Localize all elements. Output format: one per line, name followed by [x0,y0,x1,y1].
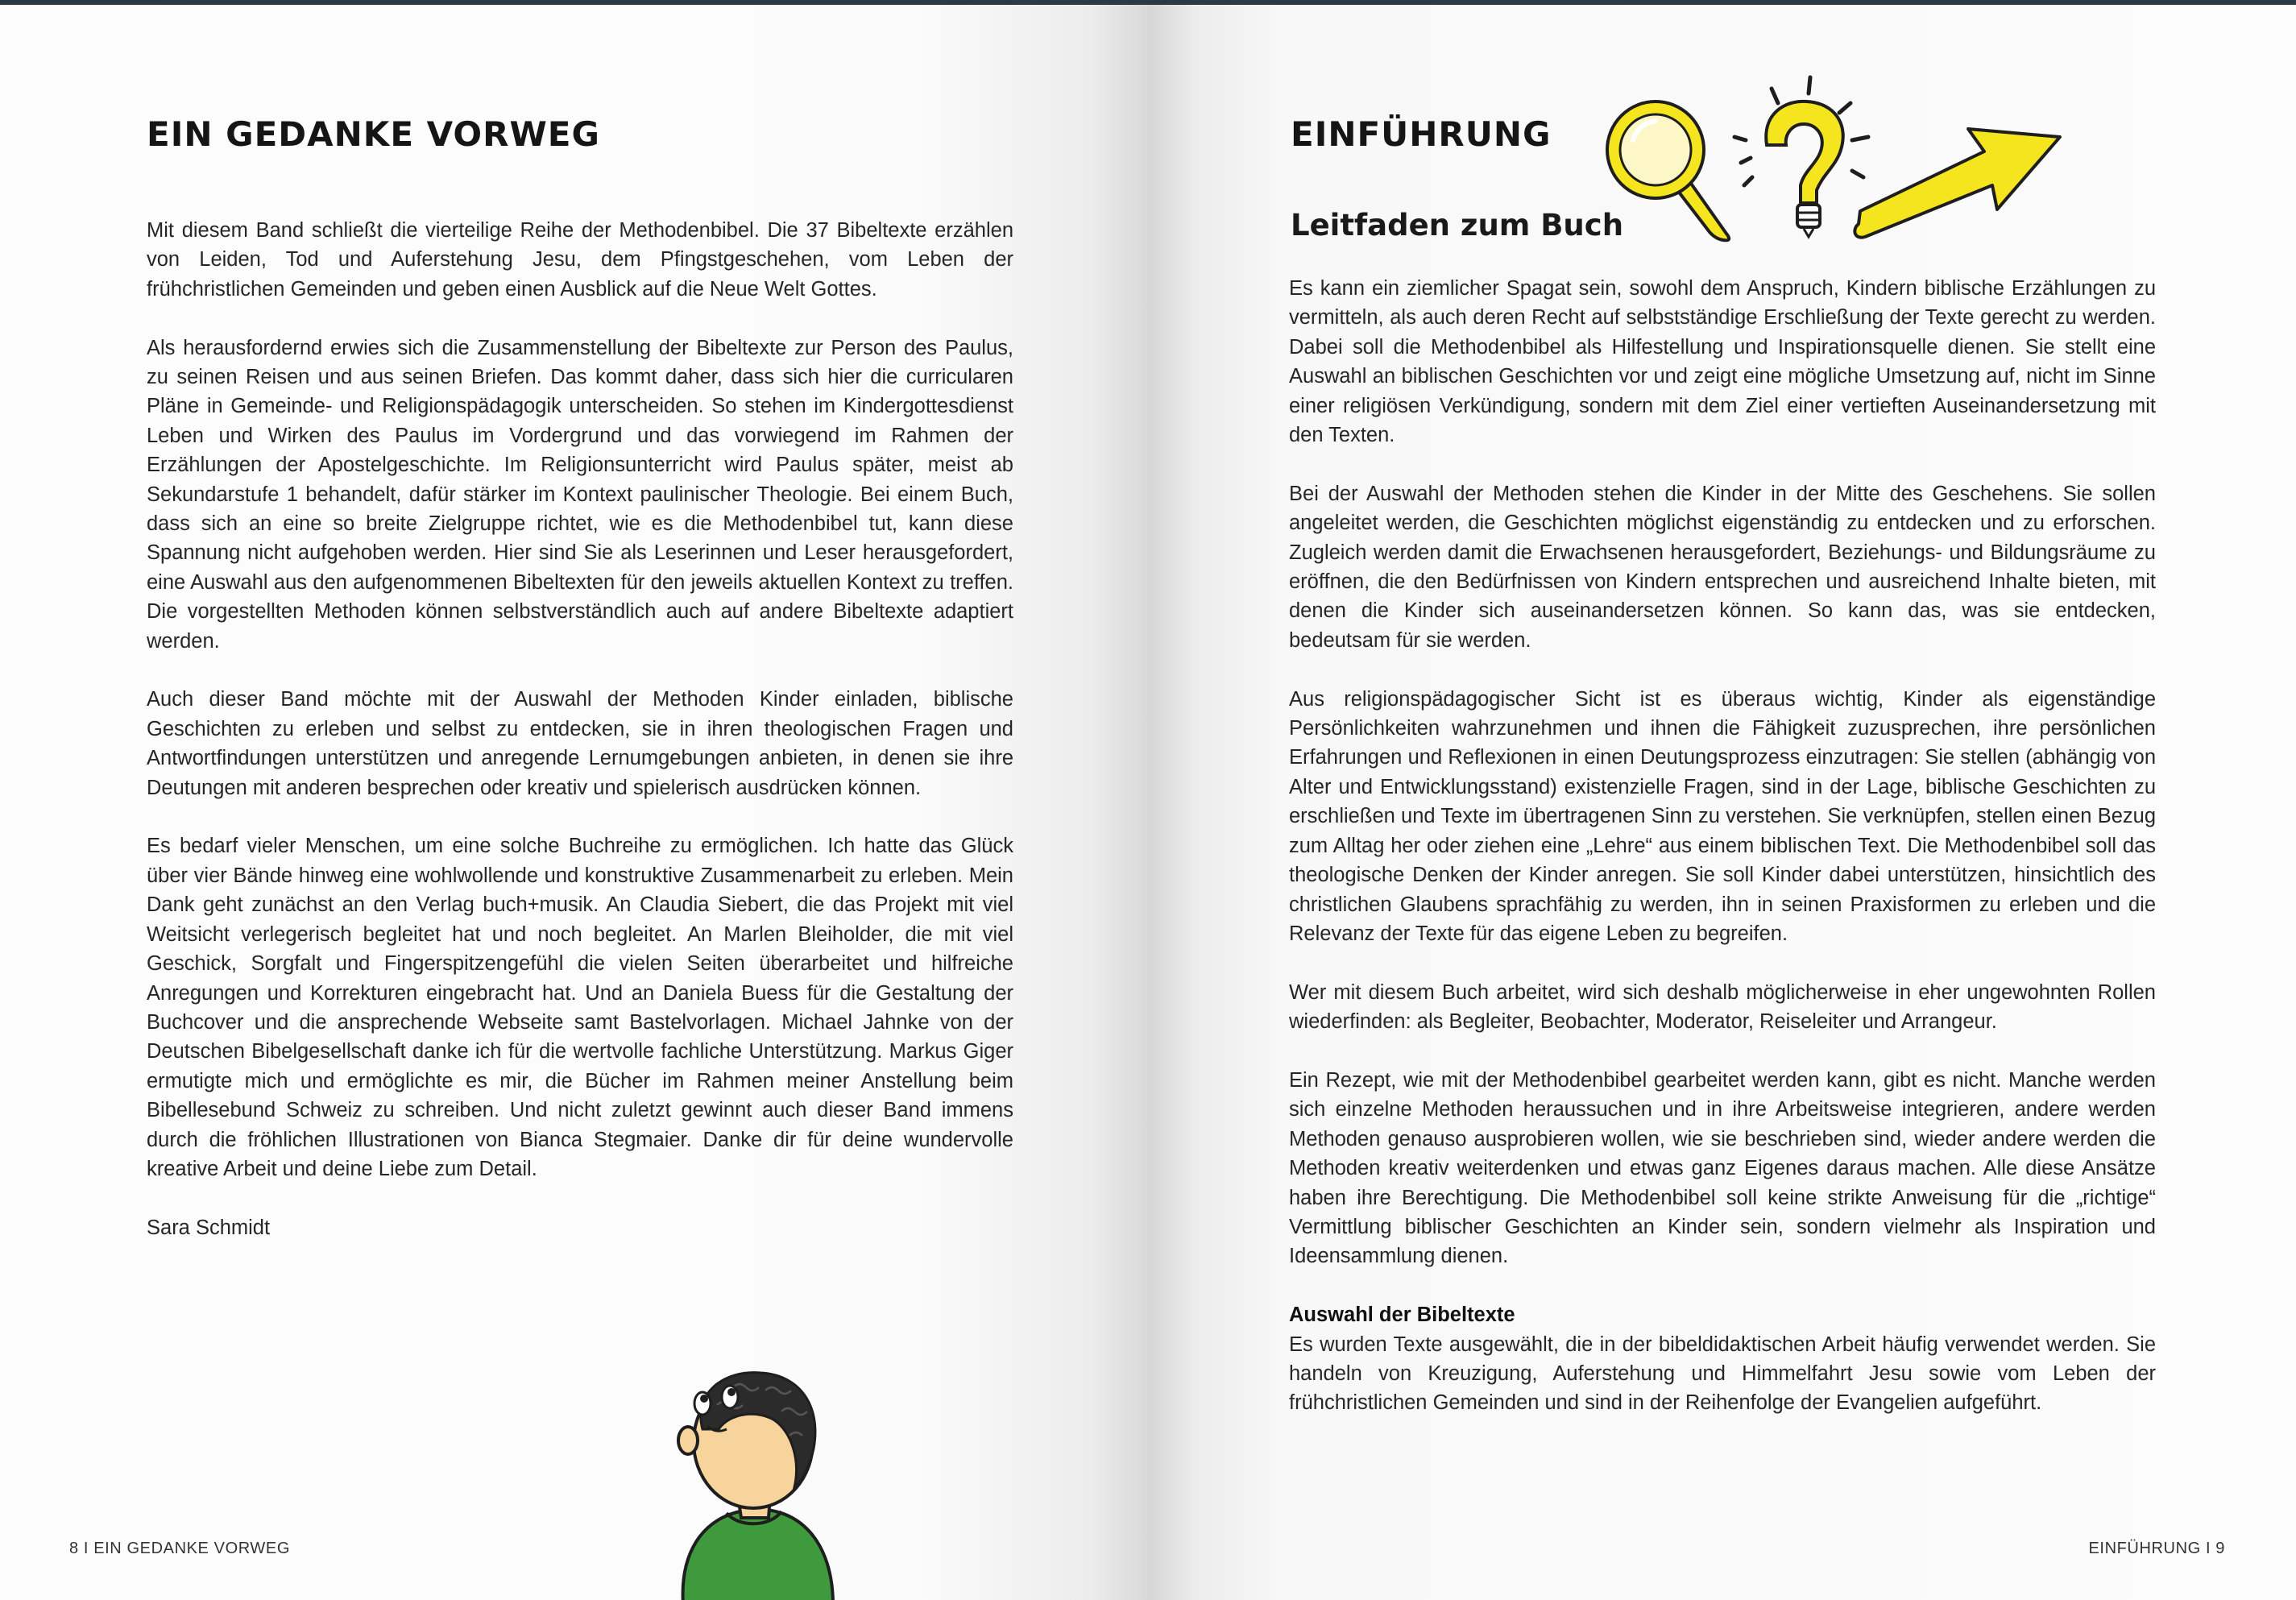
right-page-heading: EINFÜHRUNG [1291,114,1552,154]
paragraph: Auch dieser Band möchte mit der Auswahl der Methoden Kinder einladen, biblische Geschichten zu erleben und selbst zu entdecken, sie in ihren theologischen Fragen und Antwortfindungen unterstützen und anregende Lernumgebungen anbieten, in denen sie ihre Deutungen mit anderen besprechen oder kreativ und spielerisch ausdrücken können. [147,688,1013,799]
paragraph: Mit diesem Band schließt die vierteilige Reihe der Methodenbibel. Die 37 Bibeltexte erzählen von Leiden, Tod und Auferstehung Jesu, dem Pfingstgeschehen, vom Leben der frühchristlichen Gemeinden und geben einen Ausblick auf die Neue Welt Gottes. [147,219,1013,301]
signature: Sara Schmidt [147,1216,271,1239]
child-illustration [661,1363,846,1600]
left-page-body [147,216,1013,1242]
section-heading: Auswahl der Bibeltexte [1289,1304,1515,1327]
section-text: Es wurden Texte ausgewählt, die in der bibeldidaktischen Arbeit häufig verwendet werden. Sie handeln von Kreuzigung, Auferstehung und Himmelfahrt Jesu sowie vom Leben der frühchristlichen Gemeinden und sind in der Reihenfolge der Evangelien aufgeführt. [1289,1333,2156,1415]
right-page-body [1289,274,2156,1418]
paragraph: Wer mit diesem Buch arbeitet, wird sich deshalb möglicherweise in eher ungewohnten Rollen wiederfinden: als Begleiter, Beobachter, Moderator, Reiseleiter und Arrangeur. [1289,980,2156,1034]
section-block [1289,1300,2156,1418]
left-page-footer: 8 I EIN GEDANKE VORWEG [69,1540,291,1557]
right-page-subheading: Leitfaden zum Buch [1291,208,1624,242]
left-page [0,5,1148,1600]
paragraph: Bei der Auswahl der Methoden stehen die Kinder in der Mitte des Geschehens. Sie sollen angeleitet werden, die Geschichten möglichst eigenständig zu entdecken und zu erforschen. Zugleich werden damit die Erwachsenen herausgefordert, Beziehungs- und Bildungsräume zu eröffnen, die den Bedürfnissen von Kindern entsprechen und ausreichend Inhalte bieten, mit denen die Kinder sich auseinandersetzen können. So kann das, was sie entdecken, bedeutsam für sie werden. [1289,482,2156,652]
right-page-footer: EINFÜHRUNG I 9 [2088,1540,2225,1557]
magnifier-icon [1601,95,1739,243]
paragraph: Es bedarf vieler Menschen, um eine solche Buchreihe zu ermöglichen. Ich hatte das Glück über vier Bände hinweg eine wohlwollende und konstruktive Zusammenarbeit zu erleben. Mein Dank geht zunächst an den Verlag buch+musik. An Claudia Siebert, die das Projekt mit viel Weitsicht verlegerisch begleitet hat und noch begleitet. An Marlen Bleiholder, die mit viel Geschick, Sorgfalt und Fingerspitzengefühl die vielen Seiten überarbeitet und hilfreiche Anregungen und Korrekturen eingebracht hat. Und an Daniela Buess für die Gestaltung der Buchcover und die ansprechende Webseite samt Bastelvorlagen. Michael Jahnke von der Deutschen Bibelgesellschaft danke ich für die wertvolle fachliche Unterstützung. Markus Giger ermutigte mich und ermöglichte es mir, die Bücher im Rahmen meiner Anstellung beim Bibellesebund Schweiz zu schreiben. Und nicht zuletzt gewinnt auch dieser Band immens durch die fröhlichen Illustrationen von Bianca Stegmaier. Danke dir für deine wundervolle kreative Arbeit und deine Liebe zum Detail. [147,835,1013,1180]
paragraph: Als herausfordernd erwies sich die Zusammenstellung der Bibeltexte zur Person des Paulus, zu seinen Reisen und aus seinen Briefen. Das kommt daher, dass sich hier die curricularen Pläne in Gemeinde- und Religionspädagogik unterscheiden. So stehen im Kindergottesdienst Leben und Wirken des Paulus im Vordergrund und das vorwiegend im Rahmen der Erzählungen der Apostelgeschichte. Im Religionsunterricht wird Paulus später, meist ab Sekundarstufe 1 behandelt, dafür stärker im Kontext paulinischer Theologie. Bei einem Buch, dass sich an eine so breite Zielgruppe richtet, wie es die Methodenbibel tut, kann diese Spannung nicht aufgehoben werden. Hier sind Sie als Leserinnen und Leser herausgefordert, eine Auswahl aus den aufgenommenen Bibeltexten für den jeweils aktuellen Kontext zu treffen. Die vorgestellten Methoden können selbstverständlich auch auf andere Bibeltexte adaptiert werden. [147,336,1013,653]
left-page-heading: EIN GEDANKE VORWEG [147,114,600,154]
paragraph: Es kann ein ziemlicher Spagat sein, sowohl dem Anspruch, Kindern biblische Erzählungen zu vermitteln, als auch deren Recht auf selbstständige Erschließung der Texte gerecht zu werden. Dabei soll die Methodenbibel als Hilfestellung und Inspirationsquelle dienen. Sie stellt eine Auswahl an biblischen Geschichten vor und zeigt eine mögliche Umsetzung auf, nicht im Sinne einer religiösen Verkündigung, sondern mit dem Ziel einer vertieften Auseinandersetzung mit den Texten. [1289,277,2156,447]
right-page [1148,5,2296,1600]
paragraph: Aus religionspädagogischer Sicht ist es überaus wichtig, Kinder als eigenständige Persönlichkeiten wahrzunehmen und ihnen die Fähigkeit zuzusprechen, ihre persönlichen Erfahrungen und Reflexionen in einen Deutungsprozess einzutragen: Sie stellen (abhängig von Alter und Entwicklungsstand) existenzielle Fragen, sind in der Lage, biblische Geschichten zu erschließen und Texte im übertragenen Sinn zu verstehen. Sie verknüpfen, stellen einen Bezug zum Alltag her oder ziehen eine „Lehre“ aus einem biblischen Text. Die Methodenbibel soll das theologische Denken der Kinder anregen. Sie soll Kinder dabei unterstützen, hinsichtlich des christlichen Glaubens sprachfähig zu werden, ihn in seinen Praxisformen zu erleben und die Relevanz der Texte für das eigene Leben zu begreifen. [1289,687,2156,945]
paragraph: Ein Rezept, wie mit der Methodenbibel gearbeitet werden kann, gibt es nicht. Manche werden sich einzelne Methoden heraussuchen und in ihre Arbeitsweise integrieren, andere werden Methoden genauso ausprobieren wollen, wie sie beschrieben sind, wieder andere werden die Methoden kreativ weiterdenken und etwas ganz Eigenes daraus machen. Alle diese Ansätze haben ihre Berechtigung. Die Methodenbibel soll keine strikte Anweisung für die „richtige“ Vermittlung biblischer Geschichten an Kinder sein, sondern vielmehr als Inspiration und Ideensammlung dienen. [1289,1068,2156,1268]
arrow-icon [1849,122,2066,245]
book-spread [0,5,2296,1600]
